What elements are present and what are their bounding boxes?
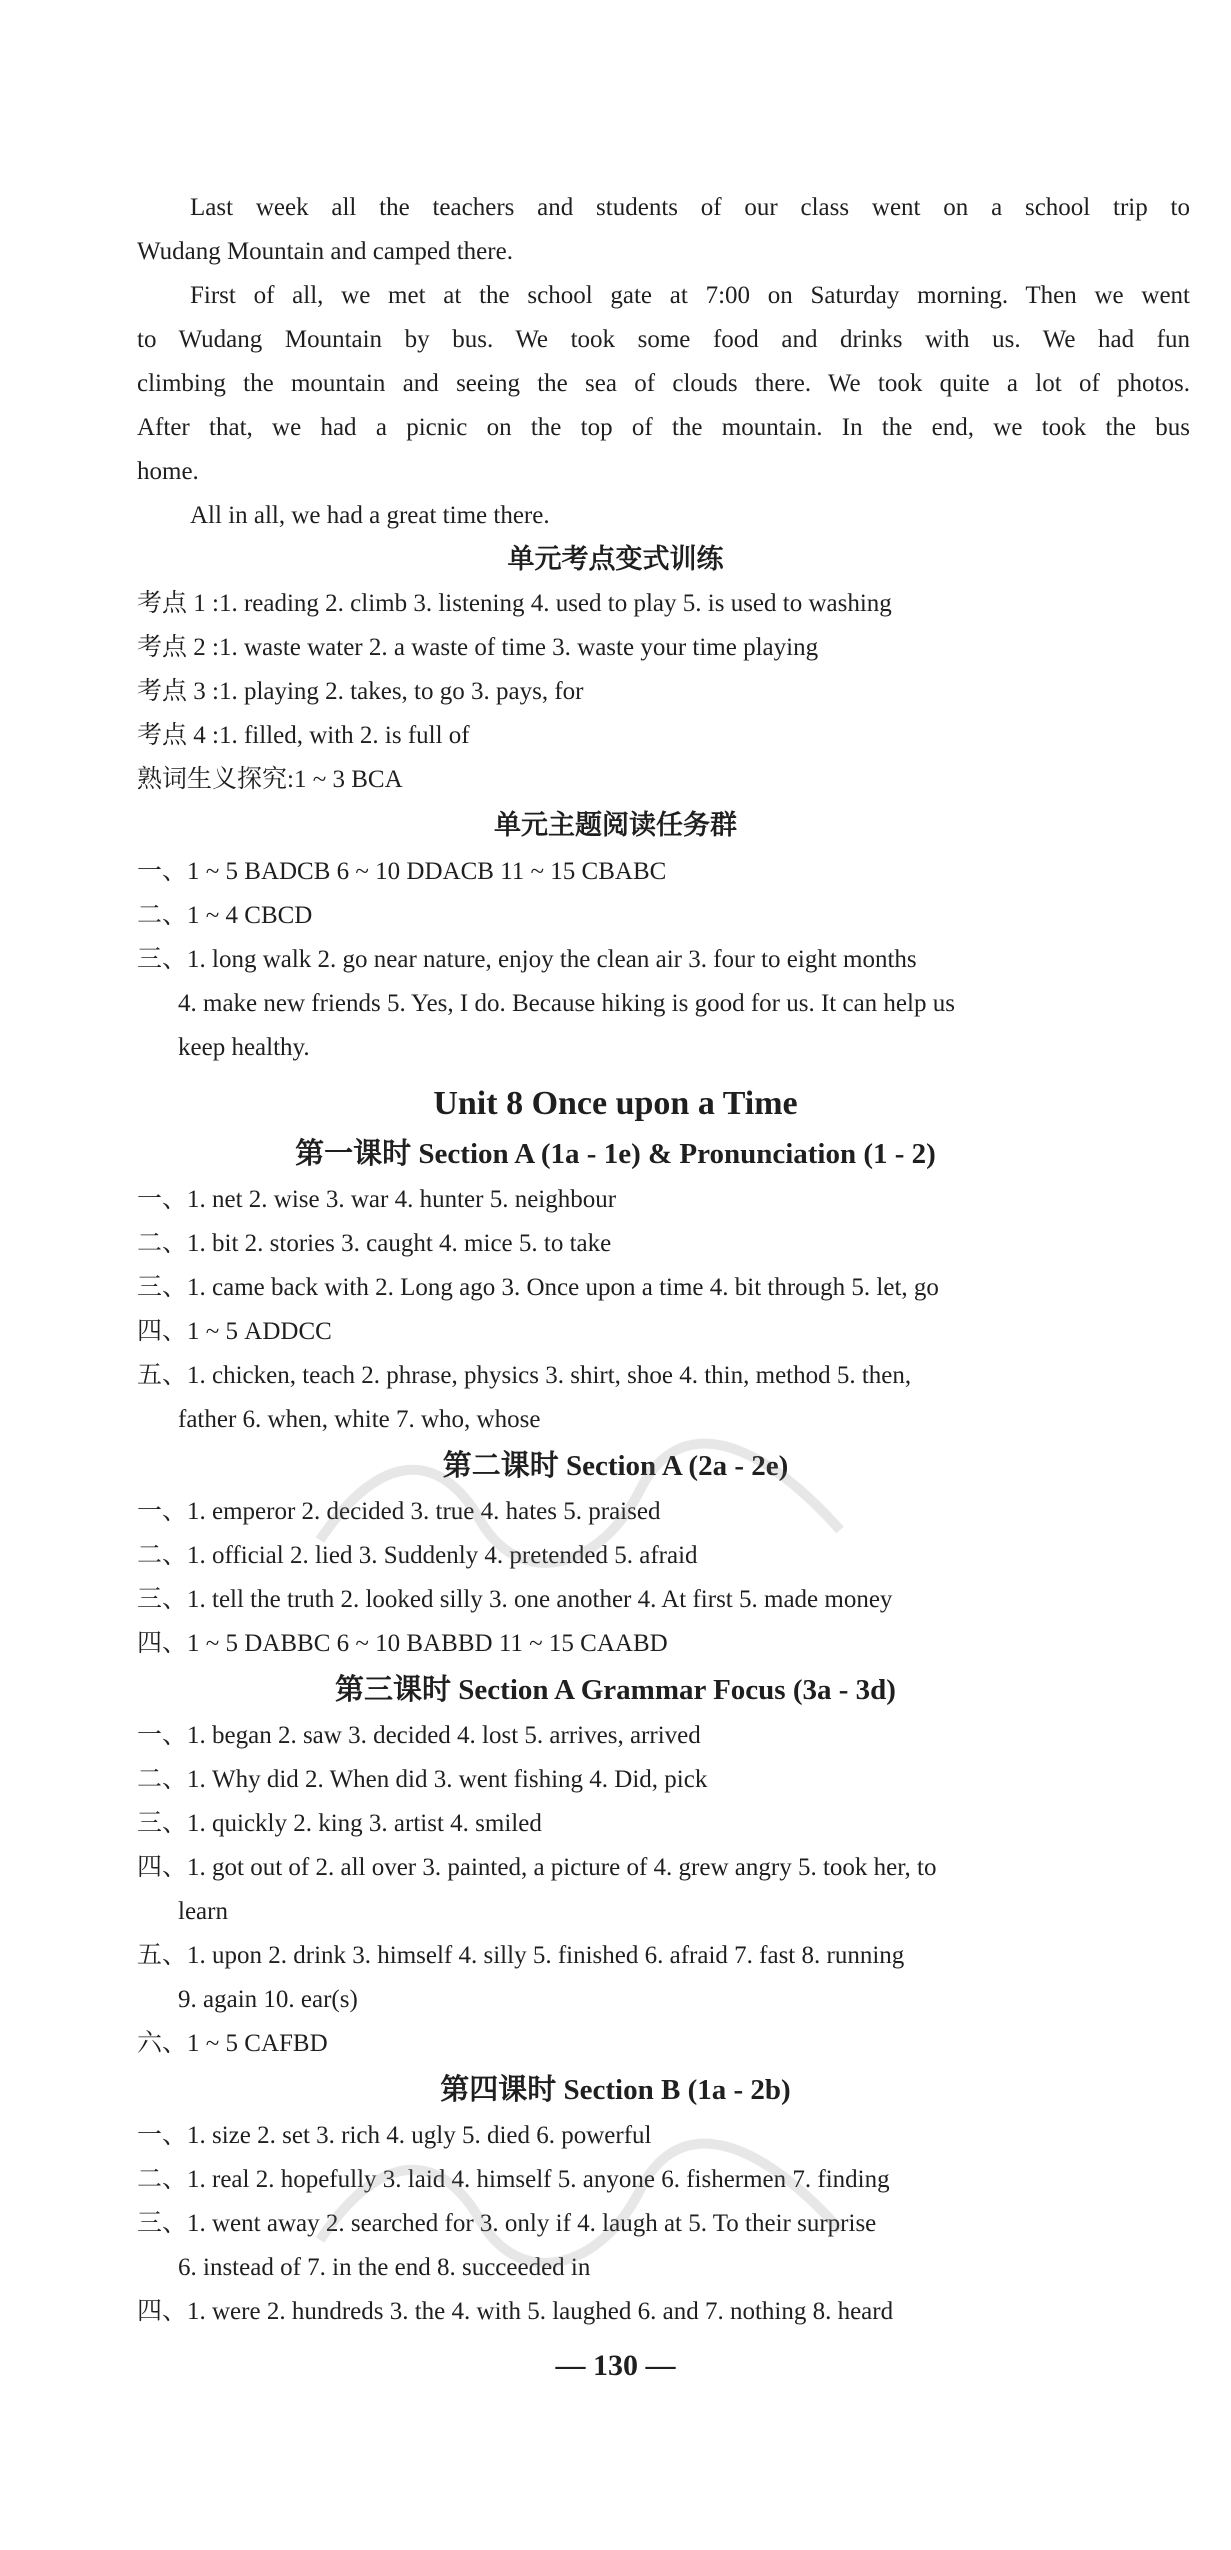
- passage-line: to Wudang Mountain by bus. We took some food and drinks with us. We had fun: [137, 326, 1190, 353]
- passage-line: Last week all the teachers and students of our class went on a school trip to: [190, 194, 1190, 221]
- section-title: 单元主题阅读任务群: [494, 810, 737, 841]
- answer-line: 考点 4 :1. filled, with 2. is full of: [137, 722, 470, 749]
- answer-line: 二、1. official 2. lied 3. Suddenly 4. pretended 5. afraid: [137, 1542, 698, 1569]
- passage-line: First of all, we met at the school gate at 7:00 on Saturday morning. Then we went: [190, 282, 1190, 309]
- answer-line: keep healthy.: [178, 1034, 310, 1061]
- answer-line: 五、1. upon 2. drink 3. himself 4. silly 5. finished 6. afraid 7. fast 8. running: [137, 1942, 905, 1969]
- answer-line: 四、1 ~ 5 ADDCC: [137, 1318, 332, 1345]
- answer-line: learn: [178, 1898, 228, 1925]
- answer-line: 三、1. came back with 2. Long ago 3. Once upon a time 4. bit through 5. let, go: [137, 1274, 939, 1301]
- answer-line: 一、1. size 2. set 3. rich 4. ugly 5. died 6. powerful: [137, 2122, 652, 2149]
- unit-title: Unit 8 Once upon a Time: [433, 1085, 798, 1122]
- section-title: 单元考点变式训练: [507, 544, 724, 575]
- answer-line: 6. instead of 7. in the end 8. succeeded in: [178, 2254, 591, 2281]
- answer-line: 一、1. emperor 2. decided 3. true 4. hates 5. praised: [137, 1498, 661, 1525]
- lesson-title: 第一课时 Section A (1a - 1e) & Pronunciation (1 - 2): [295, 1138, 936, 1170]
- passage-line: Wudang Mountain and camped there.: [137, 238, 513, 265]
- answer-line: 4. make new friends 5. Yes, I do. Because hiking is good for us. It can help us: [178, 990, 955, 1017]
- answer-line: 六、1 ~ 5 CAFBD: [137, 2030, 328, 2057]
- answer-line: 一、1. net 2. wise 3. war 4. hunter 5. neighbour: [137, 1186, 617, 1213]
- lesson-title: 第四课时 Section B (1a - 2b): [440, 2074, 791, 2106]
- answer-line: 考点 1 :1. reading 2. climb 3. listening 4. used to play 5. is used to washing: [137, 590, 892, 617]
- page-number: — 130 —: [555, 2349, 676, 2382]
- passage-line: All in all, we had a great time there.: [190, 502, 550, 529]
- answer-line: 二、1. bit 2. stories 3. caught 4. mice 5. to take: [137, 1230, 612, 1257]
- answer-line: 一、1. began 2. saw 3. decided 4. lost 5. arrives, arrived: [137, 1722, 701, 1749]
- lesson-title: 第二课时 Section A (2a - 2e): [442, 1450, 789, 1482]
- answer-line: 二、1. real 2. hopefully 3. laid 4. himself 5. anyone 6. fishermen 7. finding: [137, 2166, 890, 2193]
- answer-line: 二、1 ~ 4 CBCD: [137, 902, 313, 929]
- answer-line: 熟词生义探究:1 ~ 3 BCA: [137, 766, 403, 793]
- answer-line: 四、1. were 2. hundreds 3. the 4. with 5. laughed 6. and 7. nothing 8. heard: [137, 2298, 894, 2325]
- answer-line: 三、1. long walk 2. go near nature, enjoy the clean air 3. four to eight months: [137, 946, 917, 973]
- passage-line: After that, we had a picnic on the top of the mountain. In the end, we took the bus: [137, 414, 1190, 441]
- answer-line: 考点 3 :1. playing 2. takes, to go 3. pays, for: [137, 678, 584, 705]
- answer-line: 四、1. got out of 2. all over 3. painted, a picture of 4. grew angry 5. took her, to: [137, 1854, 937, 1881]
- answer-line: 三、1. went away 2. searched for 3. only if 4. laugh at 5. To their surprise: [137, 2210, 877, 2237]
- answer-line: 三、1. tell the truth 2. looked silly 3. one another 4. At first 5. made money: [137, 1586, 893, 1613]
- answer-line: 一、1 ~ 5 BADCB 6 ~ 10 DDACB 11 ~ 15 CBABC: [137, 858, 667, 885]
- lesson-title: 第三课时 Section A Grammar Focus (3a - 3d): [335, 1674, 896, 1706]
- passage-line: climbing the mountain and seeing the sea of clouds there. We took quite a lot of photos.: [137, 370, 1190, 397]
- answer-line: 二、1. Why did 2. When did 3. went fishing 4. Did, pick: [137, 1766, 708, 1793]
- answer-line: 考点 2 :1. waste water 2. a waste of time 3. waste your time playing: [137, 634, 819, 661]
- answer-line: father 6. when, white 7. who, whose: [178, 1406, 541, 1433]
- answer-line: 三、1. quickly 2. king 3. artist 4. smiled: [137, 1810, 542, 1837]
- answer-line: 四、1 ~ 5 DABBC 6 ~ 10 BABBD 11 ~ 15 CAABD: [137, 1630, 668, 1657]
- passage-line: home.: [137, 458, 199, 485]
- answer-line: 9. again 10. ear(s): [178, 1986, 358, 2013]
- answer-line: 五、1. chicken, teach 2. phrase, physics 3. shirt, shoe 4. thin, method 5. then,: [137, 1362, 912, 1389]
